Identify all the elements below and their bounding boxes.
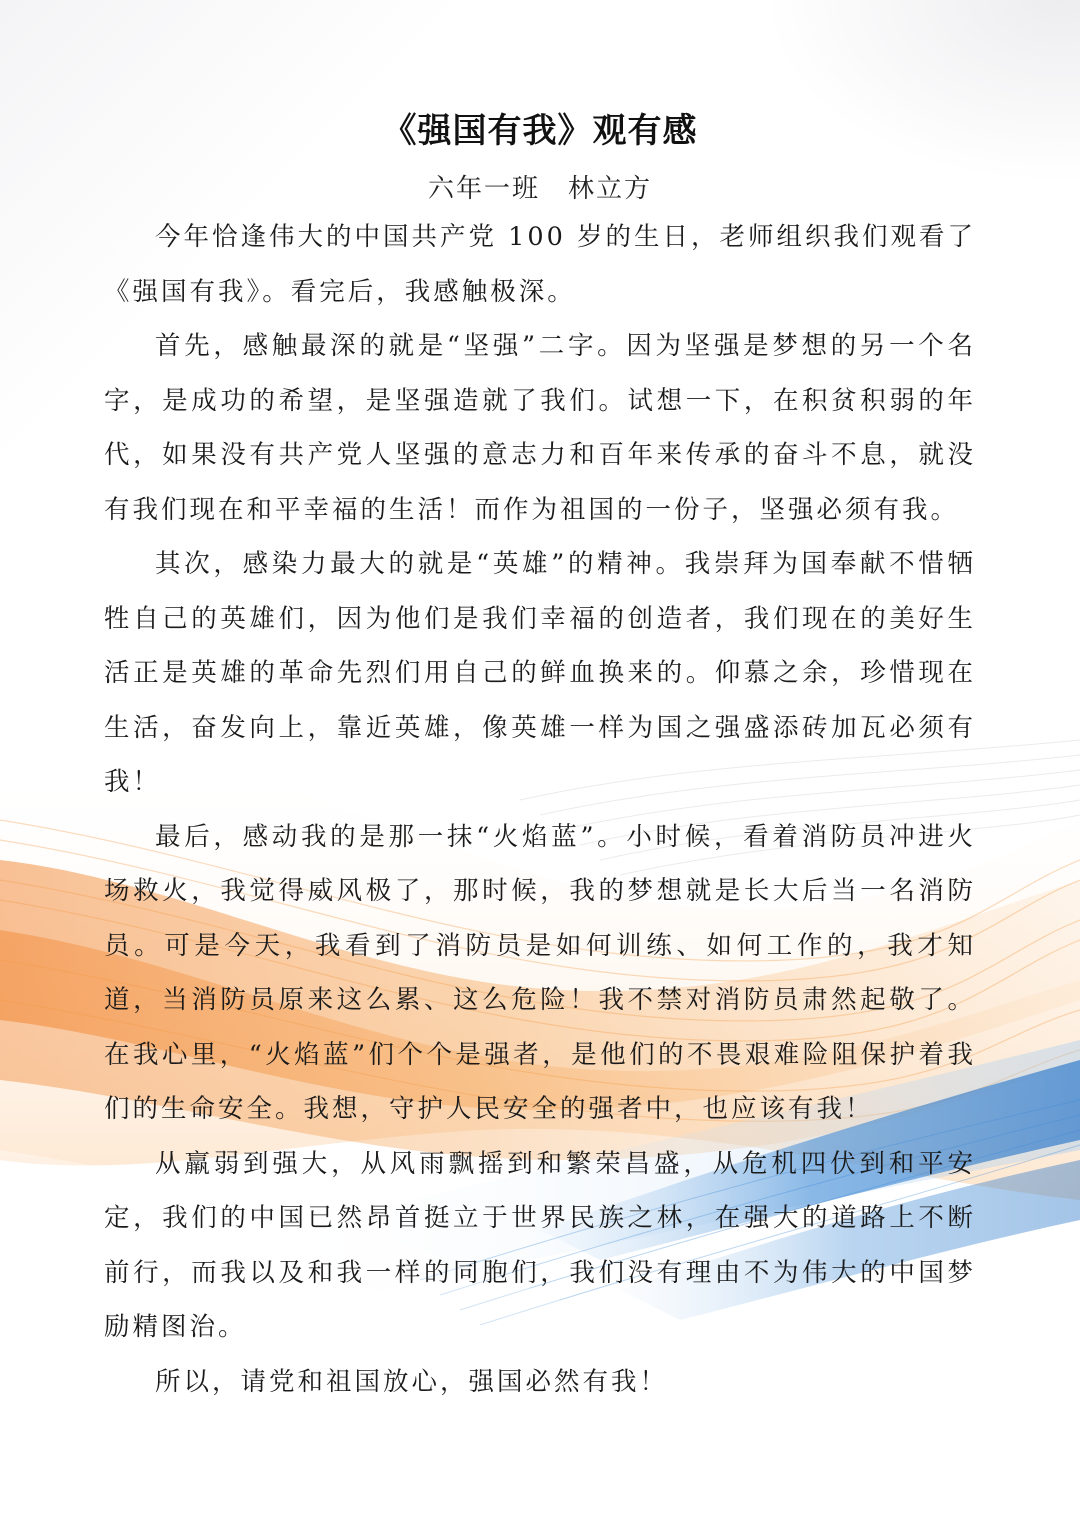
- author-line: 六年一班 林立方: [427, 174, 652, 204]
- paragraph-1: 今年恰逢伟大的中国共产党 100 岁的生日，老师组织我们观看了《强国有我》。看完后，我感触极深。: [104, 222, 976, 307]
- article-body: [104, 210, 976, 1409]
- paragraph-4: 最后，感动我的是那一抹“火焰蓝”。小时候，看着消防员冲进火场救火，我觉得威风极了，那时候，我的梦想就是长大后当一名消防员。可是今天，我看到了消防员是如何训练、如何工作的，我才知道，当消防员原来这么累、这么危险！我不禁对消防员肃然起敬了。在我心里，“火焰蓝”们个个是强者，是他们的不畏艰难险阻保护着我们的生命安全。我想，守护人民安全的强者中，也应该有我！: [104, 821, 976, 1124]
- paragraph-6: 所以，请党和祖国放心，强国必然有我！: [155, 1366, 669, 1397]
- paragraph-5: 从羸弱到强大，从风雨飘摇到和繁荣昌盛，从危机四伏到和平安定，我们的中国已然昂首挺立于世界民族之林，在强大的道路上不断前行，而我以及和我一样的同胞们，我们没有理由不为伟大的中国梦励精图治。: [104, 1148, 976, 1342]
- paragraph-3: 其次，感染力最大的就是“英雄”的精神。我崇拜为国奉献不惜牺牲自己的英雄们，因为他们是我们幸福的创造者，我们现在的美好生活正是英雄的革命先烈们用自己的鲜血换来的。仰慕之余，珍惜现在生活，奋发向上，靠近英雄，像英雄一样为国之强盛添砖加瓦必须有我！: [104, 549, 976, 797]
- article-title: 《强国有我》观有感: [382, 111, 698, 151]
- paragraph-2: 首先，感触最深的就是“坚强”二字。因为坚强是梦想的另一个名字，是成功的希望，是坚强造就了我们。试想一下，在积贫积弱的年代，如果没有共产党人坚强的意志力和百年来传承的奋斗不息，就没有我们现在和平幸福的生活！而作为祖国的一份子，坚强必须有我。: [104, 331, 976, 525]
